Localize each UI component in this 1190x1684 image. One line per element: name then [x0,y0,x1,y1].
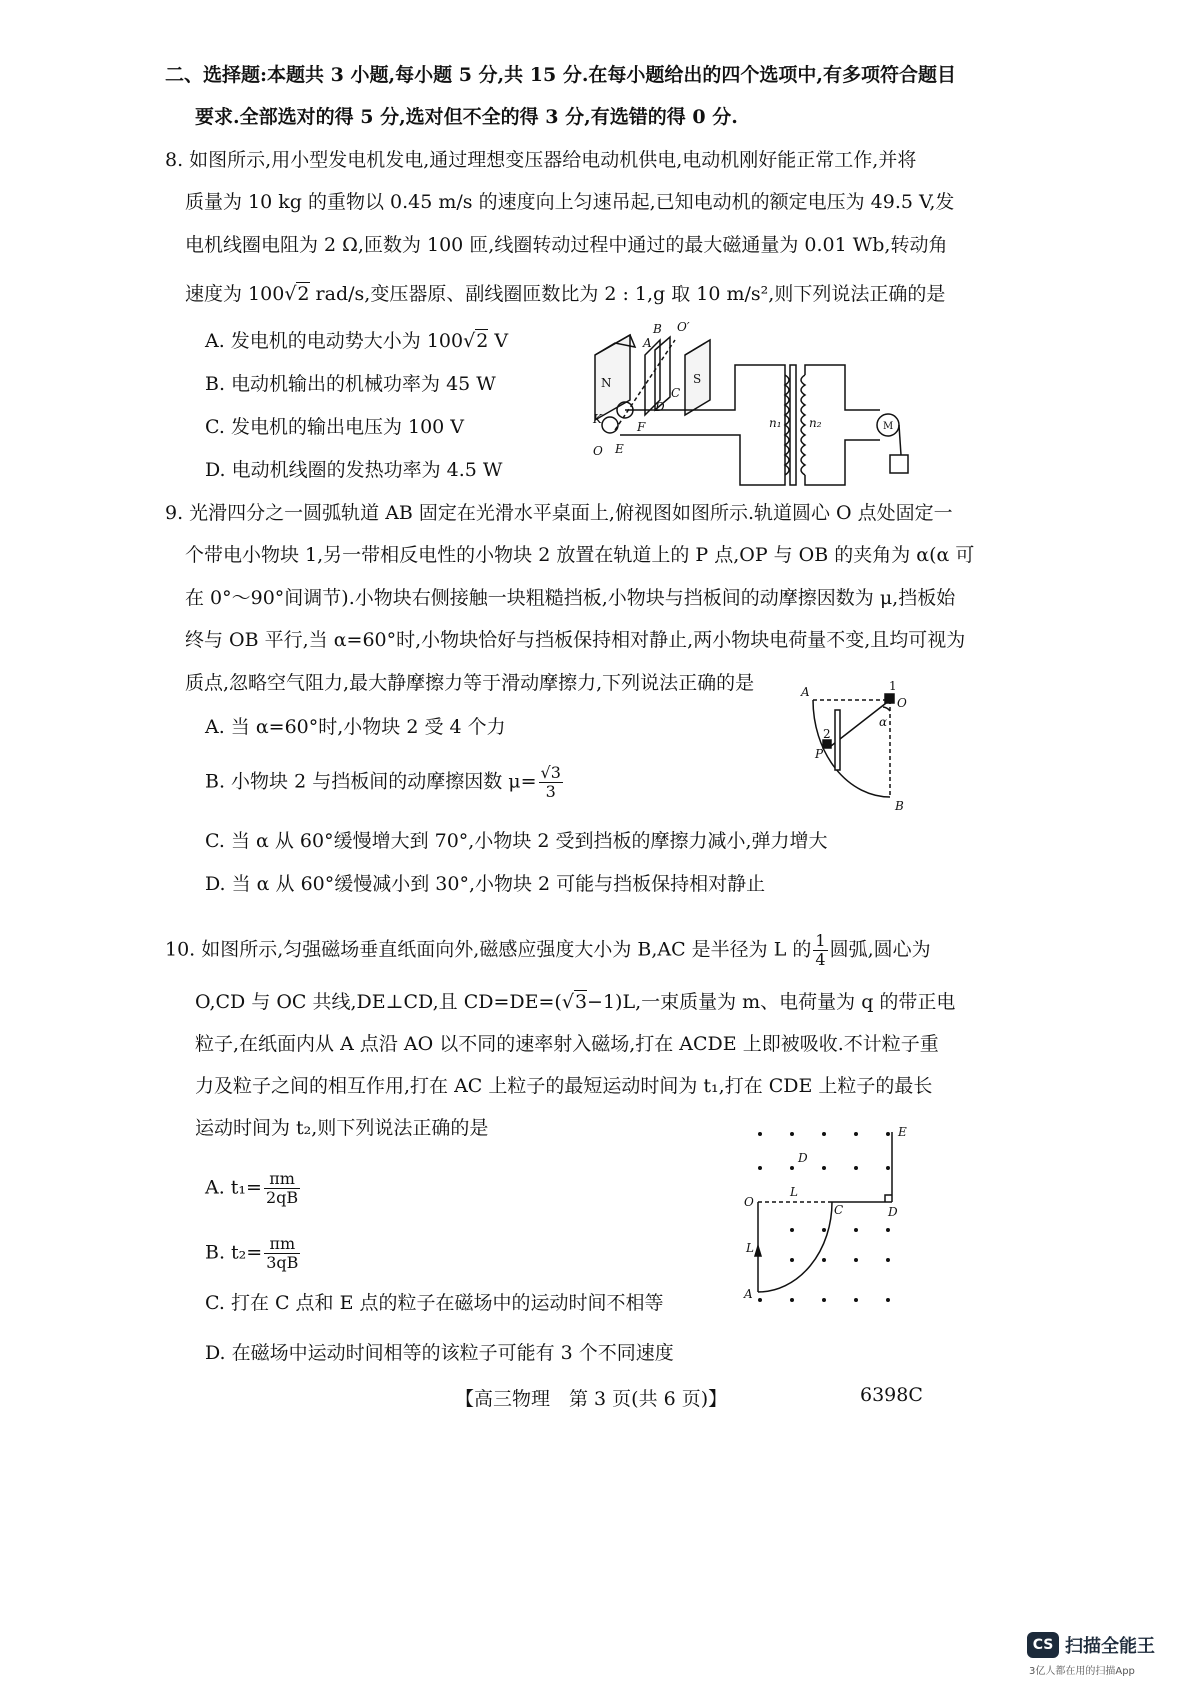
q9-option-b-fraction [539,764,563,801]
fig9-label-P: P [815,747,824,761]
q8-stem-line2: 质量为 10 kg 的重物以 0.45 m/s 的速度向上匀速吊起,已知电动机的额定电压为 49.5 V,发 [185,191,955,213]
q10-option-b-fraction [264,1235,300,1272]
fraction-numerator: πm [264,1170,300,1189]
q8-option-b: B. 电动机输出的机械功率为 45 W [205,373,496,395]
q8-line4-sqrt: 2 [297,283,310,305]
watermark-tagline: 3亿人都在用的扫描App [1029,1666,1135,1677]
q9-stem-line2: 个带电小物块 1,另一带相反电性的小物块 2 放置在轨道上的 P 点,OP 与 OB 的夹角为 α(α 可 [185,544,975,566]
fig10-label-D-top: D [798,1151,808,1165]
q9-option-d: D. 当 α 从 60°缓慢减小到 30°,小物块 2 可能与挡板保持相对静止 [205,873,766,895]
fraction-numerator: πm [264,1235,300,1254]
q8-option-a-unit: V [488,330,509,352]
q9-option-b-text: B. 小物块 2 与挡板间的动摩擦因数 μ= [205,770,537,793]
q10-stem-line3: 粒子,在纸面内从 A 点沿 AO 以不同的速率射入磁场,打在 ACDE 上即被吸收.不计粒子重 [195,1033,939,1055]
q10-option-a-text: A. t₁= [205,1176,262,1199]
fig9-label-alpha: α [879,715,888,729]
q10-line2-part1: O,CD 与 OC 共线,DE⊥CD,且 CD=DE=( [195,991,562,1013]
fraction-denominator: 2qB [265,1188,299,1207]
sqrt-symbol: √ [463,330,476,352]
q10-line1-part2: 圆弧,圆心为 [829,938,931,961]
fig8-label-K: K [593,412,602,426]
fig8-label-C: C [671,386,681,400]
fig8-label-S: S [693,372,702,386]
fig8-label-M: M [883,421,894,432]
q10-stem-line4: 力及粒子之间的相互作用,打在 AC 上粒子的最短运动时间为 t₁,打在 CDE 上粒子的最长 [195,1075,933,1097]
fig9-label-1: 1 [889,680,897,693]
q9-stem-line3: 在 0°～90°间调节).小物块右侧接触一块粗糙挡板,小物块与挡板间的动摩擦因数为 μ,挡板始 [185,587,956,609]
q10-line2-part2: −1)L,一束质量为 m、电荷量为 q 的带正电 [587,991,956,1013]
q9-stem-line4: 终与 OB 平行,当 α=60°时,小物块恰好与挡板保持相对静止,两小物块电荷量不变,且均可视为 [185,629,966,651]
q9-stem-line5: 质点,忽略空气阻力,最大静摩擦力等于滑动摩擦力,下列说法正确的是 [185,672,755,694]
q8-stem-line3: 电机线圈电阻为 2 Ω,匝数为 100 匝,线圈转动过程中通过的最大磁通量为 0.01 Wb,转动角 [185,234,948,256]
fig8-label-E: E [615,442,624,456]
q9-option-b [205,764,565,801]
q9-option-a: A. 当 α=60°时,小物块 2 受 4 个力 [205,716,506,738]
fig10-label-A: A [744,1287,753,1301]
fig9-label-B: B [895,799,904,813]
section-header-line2: 要求.全部选对的得 5 分,选对但不全的得 3 分,有选错的得 0 分. [195,106,738,128]
watermark-name: 扫描全能王 [1065,1636,1155,1657]
fig10-label-L-top: L [790,1185,798,1199]
fraction-denominator: 4 [815,950,826,969]
q8-generator-figure [585,315,915,490]
q8-option-a-sqrt: 2 [476,330,489,352]
fig8-label-D: D [655,400,665,414]
q10-stem-line5: 运动时间为 t₂,则下列说法正确的是 [195,1117,489,1139]
fraction-numerator: 1 [815,931,826,950]
section-header-line1: 二、选择题:本题共 3 小题,每小题 5 分,共 15 分.在每小题给出的四个选项中,有多项符合题目 [165,64,957,86]
magnetic-field-dots [758,1132,890,1302]
q10-line1-fraction [813,932,827,969]
fig10-label-C: C [834,1203,844,1217]
q10-stem-line2 [195,989,955,1015]
scanner-watermark [1027,1628,1177,1678]
fig8-label-n1: n₁ [769,416,782,430]
q10-option-a-fraction [264,1170,300,1207]
q8-stem-line1: 8. 如图所示,用小型发电机发电,通过理想变压器给电动机供电,电动机刚好能正常工作,并将 [165,149,917,171]
q10-option-c: C. 打在 C 点和 E 点的粒子在磁场中的运动时间不相等 [205,1292,664,1314]
fig8-label-N: N [601,376,612,390]
fig9-label-A: A [801,685,810,699]
q8-line4-part1: 速度为 100 [185,283,285,305]
q9-stem-line1: 9. 光滑四分之一圆弧轨道 AB 固定在光滑水平桌面上,俯视图如图所示.轨道圆心 O 点处固定一 [165,502,953,524]
fig8-label-B: B [653,322,662,336]
q8-option-c: C. 发电机的输出电压为 100 V [205,416,465,438]
fig8-label-O: O [593,444,603,458]
q8-option-a-text: A. 发电机的电动势大小为 100 [205,330,464,352]
q10-option-b [205,1235,302,1272]
exam-code: 6398C [860,1384,923,1406]
fig10-label-L-left: L [746,1241,754,1255]
q10-stem-line1 [165,932,931,969]
q10-line1-part1: 10. 如图所示,匀强磁场垂直纸面向外,磁感应强度大小为 B,AC 是半径为 L 的 [165,938,812,961]
page-footer: 【高三物理 第 3 页(共 6 页)】 [455,1388,728,1410]
fig10-label-D: D [888,1205,898,1219]
q10-line2-sqrt: 3 [574,991,588,1013]
fig9-label-O: O [897,696,907,710]
fig10-label-O: O [744,1195,754,1209]
sqrt-symbol: √ [561,991,574,1013]
q9-arc-figure [795,680,920,815]
q10-field-figure [740,1120,915,1310]
camscanner-logo-icon: CS [1027,1632,1059,1658]
q10-option-b-text: B. t₂= [205,1241,263,1264]
q8-stem-line4 [185,281,945,307]
q10-option-d: D. 在磁场中运动时间相等的该粒子可能有 3 个不同速度 [205,1342,674,1364]
fraction-numerator: √3 [540,763,561,782]
fraction-denominator: 3qB [266,1253,299,1272]
q10-option-a [205,1170,302,1207]
fig8-label-O-prime: O′ [677,320,690,334]
fig10-label-E: E [898,1125,907,1139]
sqrt-symbol: √ [284,283,297,305]
fig8-label-A: A [643,336,652,350]
fig8-label-F: F [637,420,646,434]
fig9-label-2: 2 [823,727,831,741]
q8-line4-part2: rad/s,变压器原、副线圈匝数比为 2 : 1,g 取 10 m/s²,则下列说法正确的是 [309,283,946,305]
fraction-denominator: 3 [545,782,556,801]
q8-option-a [205,328,508,354]
fig8-label-n2: n₂ [809,416,822,430]
q9-option-c: C. 当 α 从 60°缓慢增大到 70°,小物块 2 受到挡板的摩擦力减小,弹力增大 [205,830,828,852]
q8-option-d: D. 电动机线圈的发热功率为 4.5 W [205,459,503,481]
